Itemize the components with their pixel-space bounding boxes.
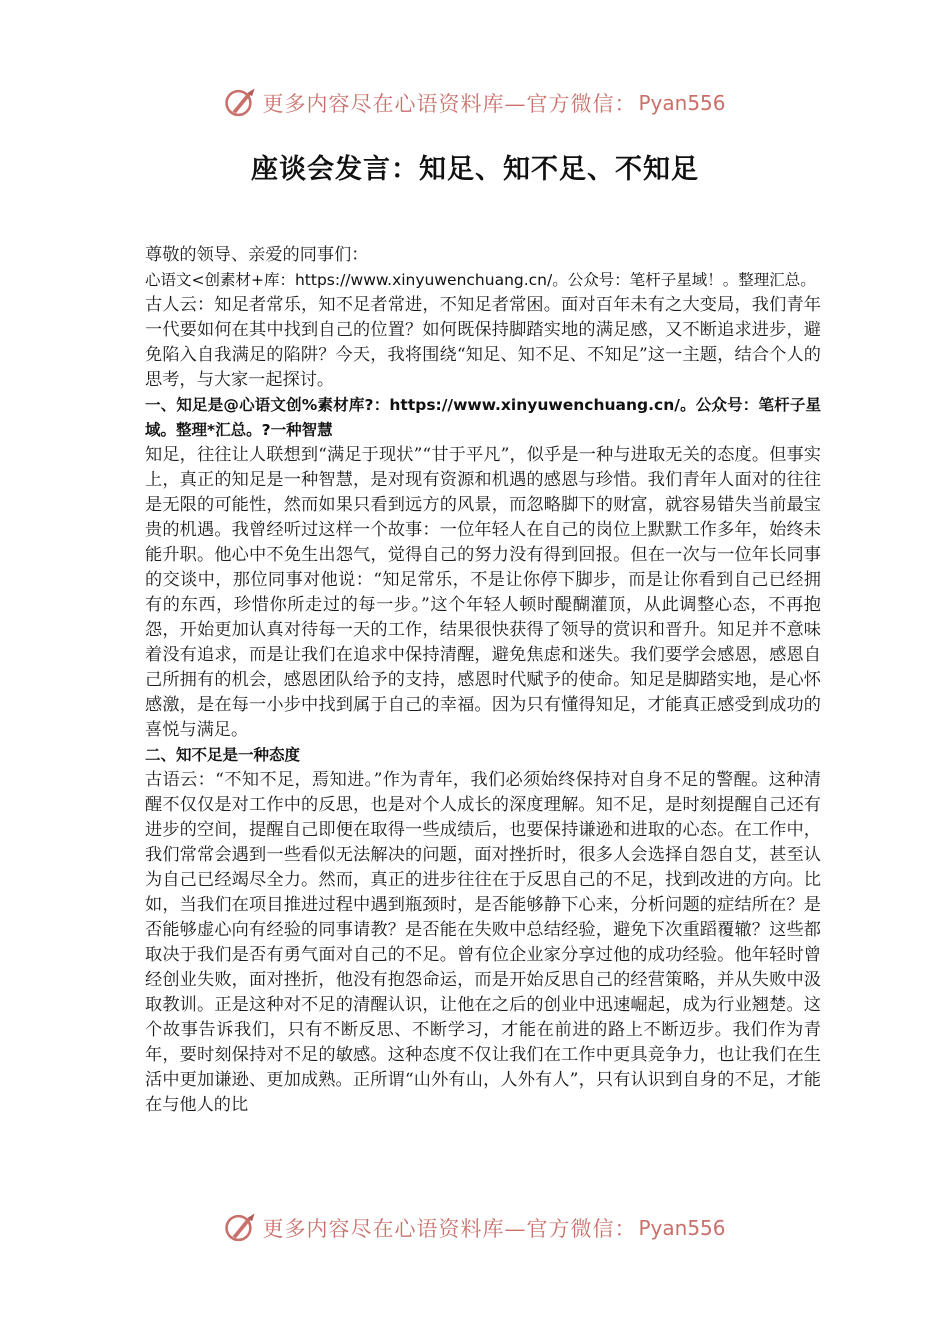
section-1-body: 知足，往往让人联想到“满足于现状”“甘于平凡”，似乎是一种与进取无关的态度。但事实上，真正的知足是一种智慧，是对现有资源和机遇的感恩与珍惜。我们青年人面对的往往是无限的可能性，然而如果只看到远方的风景，而忽略脚下的财富，就容易错失当前最宝贵的机遇。我曾经听过这样一个故事：一位年轻人在自己的岗位上默默工作多年，始终未能升职。他心中不免生出怨气，觉得自己的努力没有得到回报。但在一次与一位年长同事的交谈中，那位同事对他说：“知足常乐，不是让你停下脚步，而是让你看到自己已经拥有的东西，珍惜你所走过的每一步。”这个年轻人顿时醍醐灌顶，从此调整心态，不再抱怨，开始更加认真对待每一天的工作，结果很快获得了领导的赏识和晋升。知足并不意味着没有追求，而是让我们在追求中保持清醒，避免焦虑和迷失。我们要学会感恩，感恩自己所拥有的机会，感恩团队给予的支持，感恩时代赋予的使命。知足是脚踏实地，是心怀感激，是在每一小步中找到属于自己的幸福。因为只有懂得知足，才能真正感受到成功的喜悦与满足。	[145, 445, 821, 740]
source-watermark-line: 心语文<创素材+库：https://www.xinyuwenchuang.cn/。公众号：笔杆子星域！。整理汇总。	[145, 271, 816, 289]
banner-text: 更多内容尽在心语资料库—官方微信：	[262, 1217, 637, 1241]
header-banner	[0, 82, 950, 124]
banner-wechat-id: Pyan556	[638, 1216, 726, 1240]
greeting: 尊敬的领导、亲爱的同事们：	[145, 245, 369, 265]
quill-logo-icon	[224, 1211, 258, 1245]
document-body	[145, 243, 821, 1118]
quill-logo-icon	[224, 86, 258, 120]
footer-banner	[0, 1207, 950, 1249]
section-2-body: 古语云：“不知不足，焉知进。”作为青年，我们必须始终保持对自身不足的警醒。这种清醒不仅仅是对工作中的反思，也是对个人成长的深度理解。知不足，是时刻提醒自己还有进步的空间，提醒自己即便在取得一些成绩后，也要保持谦逊和进取的心态。在工作中，我们常常会遇到一些看似无法解决的问题，面对挫折时，很多人会选择自怨自艾，甚至认为自己已经竭尽全力。然而，真正的进步往往在于反思自己的不足，找到改进的方向。比如，当我们在项目推进过程中遇到瓶颈时，是否能够静下心来，分析问题的症结所在？是否能够虚心向有经验的同事请教？是否能在失败中总结经验，避免下次重蹈覆辙？这些都取决于我们是否有勇气面对自己的不足。曾有位企业家分享过他的成功经验。他年轻时曾经创业失败，面对挫折，他没有抱怨命运，而是开始反思自己的经营策略，并从失败中汲取教训。正是这种对不足的清醒认识，让他在之后的创业中迅速崛起，成为行业翘楚。这个故事告诉我们，只有不断反思、不断学习，才能在前进的路上不断迈步。我们作为青年，要时刻保持对不足的敏感。这种态度不仅让我们在工作中更具竞争力，也让我们在生活中更加谦逊、更加成熟。正所谓“山外有山，人外有人”，只有认识到自身的不足，才能在与他人的比	[145, 770, 821, 1115]
intro-paragraph: 古人云：知足者常乐，知不足者常进，不知足者常困。面对百年未有之大变局，我们青年一代要如何在其中找到自己的位置？如何既保持脚踏实地的满足感，又不断追求进步，避免陷入自我满足的陷阱？今天，我将围绕“知足、知不足、不知足”这一主题，结合个人的思考，与大家一起探讨。	[145, 295, 821, 390]
banner-text: 更多内容尽在心语资料库—官方微信：	[262, 92, 637, 116]
document-title: 座谈会发言：知足、知不足、不知足	[251, 154, 699, 185]
section-2-heading: 二、知不足是一种态度	[145, 746, 301, 764]
section-1-heading: 一、知足是@心语文创%素材库?：https://www.xinyuwenchuang.cn/。公众号：笔杆子星域。整理*汇总。?一种智慧	[145, 396, 821, 439]
banner-wechat-id: Pyan556	[638, 91, 726, 115]
